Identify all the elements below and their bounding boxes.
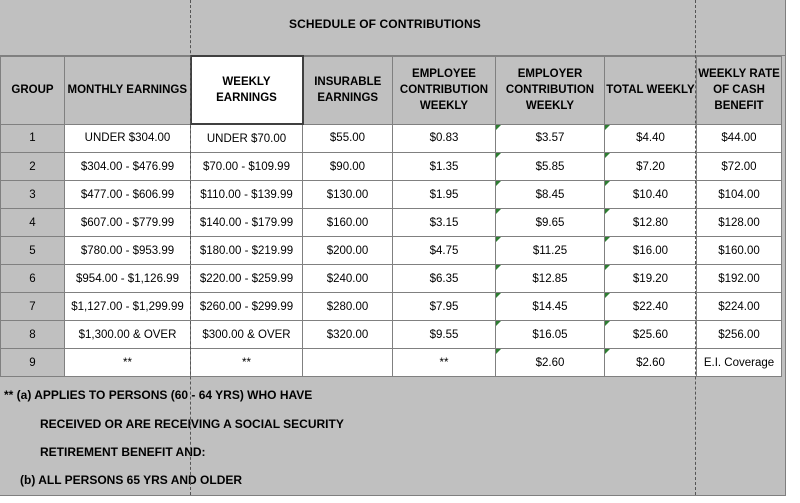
cell-monthly-earnings[interactable]: $954.00 - $1,126.99 [65,265,191,293]
cell-employee-contribution[interactable]: $3.15 [393,209,496,237]
cell-employee-contribution[interactable]: ** [393,349,496,377]
cell-total-weekly[interactable] [605,293,697,321]
comment-marker-icon [496,153,501,158]
cell-text: $12.85 [532,272,568,285]
table-row [1,124,782,153]
table-row [1,209,782,237]
cell-weekly-rate[interactable]: $160.00 [697,237,782,265]
cell-weekly-earnings[interactable]: $260.00 - $299.99 [191,293,303,321]
cell-employee-contribution[interactable]: $9.55 [393,321,496,349]
footnotes [0,379,785,495]
cell-text: $4.40 [636,132,665,145]
cell-total-weekly[interactable] [605,209,697,237]
cell-text: $19.20 [632,272,669,285]
comment-marker-icon [605,293,610,298]
cell-monthly-earnings[interactable]: $1,127.00 - $1,299.99 [65,293,191,321]
cell-employer-contribution[interactable] [496,265,605,293]
contributions-table [0,55,782,377]
cell-total-weekly[interactable] [605,237,697,265]
comment-marker-icon [496,265,501,270]
comment-marker-icon [605,349,610,354]
cell-employer-contribution[interactable] [496,321,605,349]
cell-weekly-rate[interactable]: $104.00 [697,181,782,209]
cell-total-weekly[interactable] [605,349,697,377]
cell-employee-contribution[interactable]: $0.83 [393,124,496,153]
cell-employer-contribution[interactable] [496,181,605,209]
cell-weekly-rate[interactable]: $256.00 [697,321,782,349]
page-break-line-left [190,0,191,495]
cell-text: $16.05 [532,328,568,341]
cell-monthly-earnings[interactable]: ** [65,349,191,377]
cell-employee-contribution[interactable]: $7.95 [393,293,496,321]
comment-marker-icon [496,321,501,326]
cell-group[interactable]: 6 [1,265,65,293]
cell-group[interactable]: 9 [1,349,65,377]
cell-text: $10.40 [632,188,669,201]
cell-employer-contribution[interactable] [496,349,605,377]
table-row [1,265,782,293]
footnote-line-2[interactable]: RECEIVED OR ARE RECEIVING A SOCIAL SECURITY [40,417,344,431]
cell-monthly-earnings[interactable]: $477.00 - $606.99 [65,181,191,209]
comment-marker-icon [496,293,501,298]
cell-text: $8.45 [535,188,565,201]
footnote-line-4[interactable]: (b) ALL PERSONS 65 YRS AND OLDER [20,473,243,487]
comment-marker-icon [496,349,501,354]
cell-text: $22.40 [632,300,669,313]
cell-insurable-earnings[interactable]: $320.00 [303,321,393,349]
cell-group[interactable]: 1 [1,124,65,153]
comment-marker-icon [605,181,610,186]
cell-insurable-earnings[interactable]: $280.00 [303,293,393,321]
cell-insurable-earnings[interactable]: $130.00 [303,181,393,209]
header-weekly-earnings[interactable]: WEEKLY EARNINGS [191,56,303,124]
cell-group[interactable]: 7 [1,293,65,321]
cell-group[interactable]: 2 [1,153,65,181]
cell-employer-contribution[interactable] [496,293,605,321]
cell-text: $12.80 [632,216,669,229]
cell-group[interactable]: 8 [1,321,65,349]
table-row [1,349,782,377]
comment-marker-icon [496,181,501,186]
footnote-line-3[interactable]: RETIREMENT BENEFIT AND: [40,445,206,459]
header-total-weekly[interactable]: TOTAL WEEKLY [605,56,697,124]
cell-weekly-earnings[interactable]: $110.00 - $139.99 [191,181,303,209]
table-row [1,293,782,321]
header-weekly-rate[interactable]: WEEKLY RATE OF CASH BENEFIT [697,56,782,124]
cell-total-weekly[interactable] [605,153,697,181]
cell-insurable-earnings[interactable] [303,349,393,377]
cell-weekly-earnings[interactable]: UNDER $70.00 [191,124,303,153]
cell-weekly-earnings[interactable]: $180.00 - $219.99 [191,237,303,265]
cell-text: $2.60 [636,356,665,369]
cell-insurable-earnings[interactable]: $55.00 [303,124,393,153]
cell-weekly-rate[interactable]: $128.00 [697,209,782,237]
cell-text: $11.25 [532,244,568,257]
cell-weekly-rate[interactable]: E.I. Coverage [697,349,782,377]
comment-marker-icon [605,125,610,130]
comment-marker-icon [605,265,610,270]
sheet-title[interactable]: SCHEDULE OF CONTRIBUTIONS [289,17,481,31]
header-employer-contribution[interactable]: EMPLOYER CONTRIBUTION WEEKLY [496,56,605,124]
cell-text: $9.65 [535,216,565,229]
cell-group[interactable]: 4 [1,209,65,237]
cell-total-weekly[interactable] [605,124,697,153]
cell-weekly-earnings[interactable]: $220.00 - $259.99 [191,265,303,293]
cell-weekly-earnings[interactable]: ** [191,349,303,377]
page-break-line-right [695,0,696,495]
cell-employer-contribution[interactable] [496,237,605,265]
comment-marker-icon [605,237,610,242]
cell-employee-contribution[interactable]: $1.95 [393,181,496,209]
cell-weekly-rate[interactable]: $224.00 [697,293,782,321]
cell-employer-contribution[interactable] [496,153,605,181]
cell-employee-contribution[interactable]: $4.75 [393,237,496,265]
table-row [1,153,782,181]
cell-insurable-earnings[interactable]: $200.00 [303,237,393,265]
cell-monthly-earnings[interactable]: $304.00 - $476.99 [65,153,191,181]
cell-employer-contribution[interactable] [496,209,605,237]
cell-weekly-earnings[interactable]: $70.00 - $109.99 [191,153,303,181]
cell-monthly-earnings[interactable]: $1,300.00 & OVER [65,321,191,349]
table-body [1,124,782,377]
cell-text: $3.57 [535,132,565,145]
title-row [0,0,785,56]
cell-text: $14.45 [532,300,568,313]
cell-group[interactable]: 5 [1,237,65,265]
header-row [1,56,782,124]
comment-marker-icon [605,321,610,326]
header-employee-contribution[interactable]: EMPLOYEE CONTRIBUTION WEEKLY [393,56,496,124]
table-row [1,237,782,265]
footnote-line-1[interactable]: ** (a) APPLIES TO PERSONS (60 - 64 YRS) WHO HAVE [4,388,313,402]
cell-text: $5.85 [535,160,565,173]
comment-marker-icon [496,237,501,242]
header-insurable-earnings[interactable]: INSURABLE EARNINGS [303,56,393,124]
comment-marker-icon [496,125,501,130]
cell-weekly-rate[interactable]: $44.00 [697,124,782,153]
header-group[interactable]: GROUP [1,56,65,124]
cell-weekly-rate[interactable]: $192.00 [697,265,782,293]
comment-marker-icon [605,209,610,214]
cell-weekly-earnings[interactable]: $300.00 & OVER [191,321,303,349]
cell-monthly-earnings[interactable]: $780.00 - $953.99 [65,237,191,265]
cell-weekly-rate[interactable]: $72.00 [697,153,782,181]
cell-group[interactable]: 3 [1,181,65,209]
cell-employer-contribution[interactable] [496,124,605,153]
cell-total-weekly[interactable] [605,321,697,349]
cell-total-weekly[interactable] [605,181,697,209]
cell-text: $25.60 [632,328,669,341]
comment-marker-icon [496,209,501,214]
cell-employee-contribution[interactable]: $1.35 [393,153,496,181]
cell-insurable-earnings[interactable]: $90.00 [303,153,393,181]
table-row [1,321,782,349]
cell-weekly-earnings[interactable]: $140.00 - $179.99 [191,209,303,237]
cell-text: $7.20 [636,160,665,173]
cell-text: $2.60 [535,356,565,369]
cell-total-weekly[interactable] [605,265,697,293]
cell-insurable-earnings[interactable]: $240.00 [303,265,393,293]
cell-monthly-earnings[interactable]: $607.00 - $779.99 [65,209,191,237]
cell-text: $16.00 [632,244,669,257]
cell-employee-contribution[interactable]: $6.35 [393,265,496,293]
cell-monthly-earnings[interactable]: UNDER $304.00 [65,124,191,153]
table-row [1,181,782,209]
header-monthly-earnings[interactable]: MONTHLY EARNINGS [65,56,191,124]
comment-marker-icon [605,153,610,158]
cell-insurable-earnings[interactable]: $160.00 [303,209,393,237]
